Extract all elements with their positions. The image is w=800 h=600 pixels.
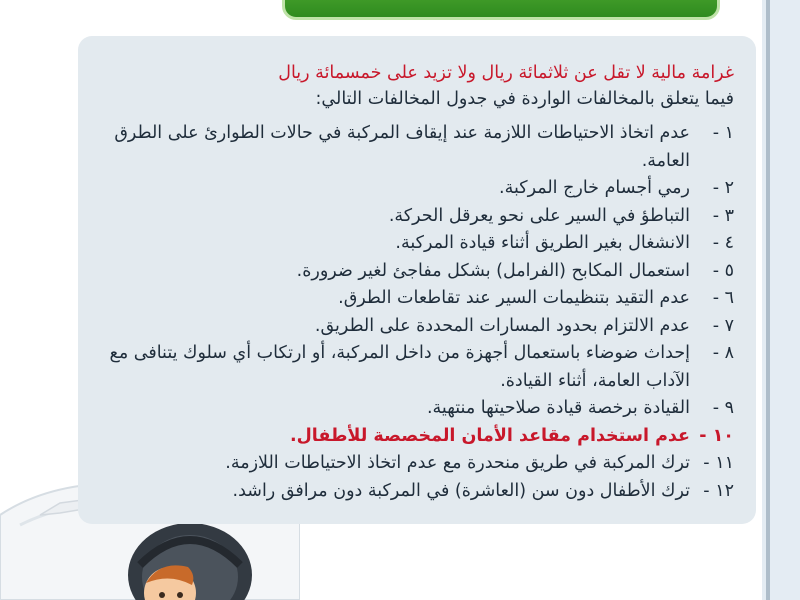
violation-text: عدم التقيد بتنظيمات السير عند تقاطعات الطرق. (338, 288, 690, 308)
violation-item (100, 313, 734, 341)
header-banner (282, 0, 720, 20)
violation-number: ٦ - (712, 288, 734, 308)
violation-text: عدم اتخاذ الاحتياطات اللازمة عند إيقاف المركبة في حالات الطوارئ على الطرق العامة. (114, 123, 690, 171)
violation-number: ١٢ - (703, 480, 734, 501)
violation-text: القيادة برخصة قيادة صلاحيتها منتهية. (426, 398, 690, 418)
violation-text: ترك الأطفال دون سن (العاشرة) في المركبة دون مرافق راشد. (232, 480, 690, 501)
violation-item (100, 423, 734, 451)
violations-list (100, 120, 734, 505)
violation-item (100, 258, 734, 286)
violation-text: الانشغال بغير الطريق أثناء قيادة المركبة. (395, 233, 690, 253)
violation-number: ١٠ - (699, 425, 734, 446)
panel-content (100, 60, 734, 505)
violation-number: ١١ - (703, 453, 734, 473)
right-edge-line (766, 0, 770, 600)
violation-number: ٥ - (712, 260, 734, 281)
violation-item (100, 285, 734, 313)
violation-number: ٣ - (712, 205, 734, 226)
violation-item (100, 478, 734, 506)
violation-text: التباطؤ في السير على نحو يعرقل الحركة. (388, 205, 690, 226)
violation-text: عدم استخدام مقاعد الأمان المخصصة للأطفال. (289, 425, 690, 446)
fine-description (100, 60, 734, 112)
violation-item (100, 175, 734, 203)
violation-item (100, 340, 734, 395)
violations-panel (78, 36, 756, 524)
fine-scope-text: فيما يتعلق بالمخالفات الواردة في جدول المخالفات التالي: (315, 89, 734, 109)
violation-text: رمي أجسام خارج المركبة. (499, 178, 690, 198)
violation-text: عدم الالتزام بحدود المسارات المحددة على الطريق. (314, 315, 690, 336)
violation-number: ١ - (712, 123, 734, 143)
violation-text: إحداث ضوضاء باستعمال أجهزة من داخل المركبة، أو ارتكاب أي سلوك يتنافى مع الآداب العامة، أثناء القيادة. (109, 343, 690, 391)
violation-number: ٩ - (712, 398, 734, 418)
violation-item (100, 230, 734, 258)
violation-number: ٢ - (712, 178, 734, 198)
violation-item (100, 395, 734, 423)
violation-text: استعمال المكابح (الفرامل) بشكل مفاجئ لغير ضرورة. (296, 260, 690, 281)
violation-item (100, 203, 734, 231)
violation-item (100, 120, 734, 175)
violation-text: ترك المركبة في طريق منحدرة مع عدم اتخاذ الاحتياطات اللازمة. (225, 453, 690, 473)
violation-number: ٤ - (712, 233, 734, 253)
violation-number: ٨ - (712, 343, 734, 363)
violation-number: ٧ - (712, 315, 734, 336)
fine-amount-text: غرامة مالية لا تقل عن ثلاثمائة ريال ولا تزيد على خمسمائة ريال (278, 63, 734, 83)
violation-item (100, 450, 734, 478)
